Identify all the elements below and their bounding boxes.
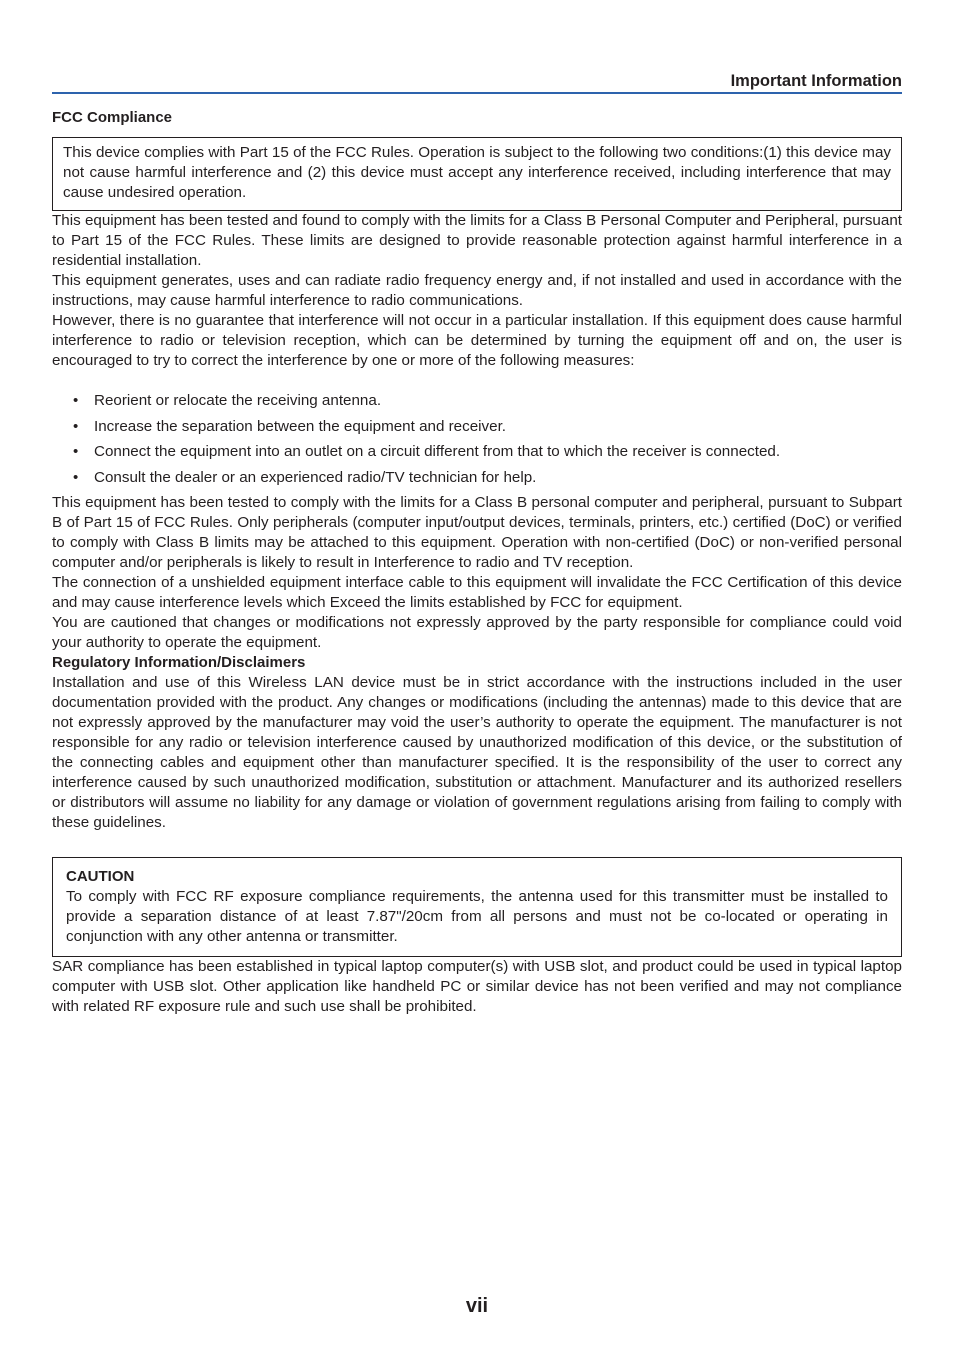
bullet-icon: • — [73, 443, 79, 461]
header-title: Important Information — [730, 72, 902, 90]
page-header — [52, 71, 902, 94]
caution-text: To comply with FCC RF exposure compliance requirements, the antenna used for this transmitter must be installed to provide a separation distance of at least 7.87"/20cm from all persons and must not be co-located or operating in conjunction with any other antenna or transmitter. — [66, 888, 888, 946]
fcc-statement-box — [52, 137, 902, 211]
regulatory-heading: Regulatory Information/Disclaimers — [52, 654, 306, 672]
regulatory-text: Installation and use of this Wireless LAN device must be in strict accordance with the instructions included in the user documentation provided with the product. Any changes or modifications (including the antennas) made to this device that are not expressly approved by the manufacturer may void the user’s authority to operate the equipment. The manufacturer is not responsible for any radio or television interference caused by unauthorized modification of this device, or the substitution of the connecting cables and equipment other than manufacturer specified. It is the responsibility of the user to correct any interference caused by such unauthorized modification, substitution or attachment. Manufacturer and its authorized resellers or distributors will assume no liability for any damage or violation of government regulations arising from failing to comply with these guidelines. — [52, 674, 902, 832]
bullet-icon: • — [73, 468, 79, 486]
fcc-paragraph-3: However, there is no guarantee that interference will not occur in a particular installation. If this equipment does cause harmful interference to radio or television reception, which can be determined by turning the equipment off and on, the user is encouraged to try to correct the interference by one or more of the following measures: — [52, 312, 902, 369]
list-item-text: Reorient or relocate the receiving antenna. — [94, 392, 382, 409]
page-content — [52, 108, 902, 1017]
list-item — [52, 417, 902, 437]
list-item-text: Connect the equipment into an outlet on a circuit different from that to which the receiver is connected. — [94, 443, 781, 461]
caution-title: CAUTION — [66, 868, 135, 886]
fcc-paragraph-5: The connection of a unshielded equipment interface cable to this equipment will invalidate the FCC Certification of this device and may cause interference levels which Exceed the limits established by FCC for equipment. — [52, 574, 902, 612]
bullet-icon: • — [73, 417, 79, 435]
list-item-text: Increase the separation between the equipment and receiver. — [94, 417, 507, 435]
fcc-statement-text: This device complies with Part 15 of the FCC Rules. Operation is subject to the following two conditions:(1) this device may not cause harmful interference and (2) this device must accept any interference received, including interference that may cause undesired operation. — [63, 144, 891, 201]
list-item — [52, 391, 902, 411]
sar-paragraph: SAR compliance has been established in typical laptop computer(s) with USB slot, and product could be used in typical laptop computer with USB slot. Other application like handheld PC or similar device has not been verified and may not compliance with related RF exposure rule and such use shall be prohibited. — [52, 958, 902, 1016]
fcc-heading: FCC Compliance — [52, 109, 173, 126]
caution-box — [52, 857, 902, 957]
list-item-text: Consult the dealer or an experienced radio/TV technician for help. — [94, 468, 537, 486]
fcc-paragraph-4: This equipment has been tested to comply with the limits for a Class B personal computer and peripheral, pursuant to Subpart B of Part 15 of FCC Rules. Only peripherals (computer input/output devices, terminals, printers, etc.) certified (DoC) or verified to comply with Class B limits may be attached to this equipment. Operation with non-certified (DoC) or non-verified personal computer and/or peripherals is likely to result in Interference to radio and TV reception. — [52, 494, 902, 572]
bullet-icon: • — [73, 392, 79, 409]
list-item — [52, 468, 902, 488]
measures-list — [52, 391, 902, 488]
page-number: vii — [465, 1295, 489, 1317]
fcc-paragraph-1: This equipment has been tested and found to comply with the limits for a Class B Personal Computer and Peripheral, pursuant to Part 15 of the FCC Rules. These limits are designed to provide reasonable protection against harmful interference in a residential installation. — [52, 212, 902, 269]
fcc-paragraph-2: This equipment generates, uses and can radiate radio frequency energy and, if not installed and used in accordance with the instructions, may cause harmful interference to radio communications. — [52, 272, 902, 309]
fcc-paragraph-6: You are cautioned that changes or modifications not expressly approved by the party responsible for compliance could void your authority to operate the equipment. — [52, 614, 902, 652]
list-item — [52, 442, 902, 462]
